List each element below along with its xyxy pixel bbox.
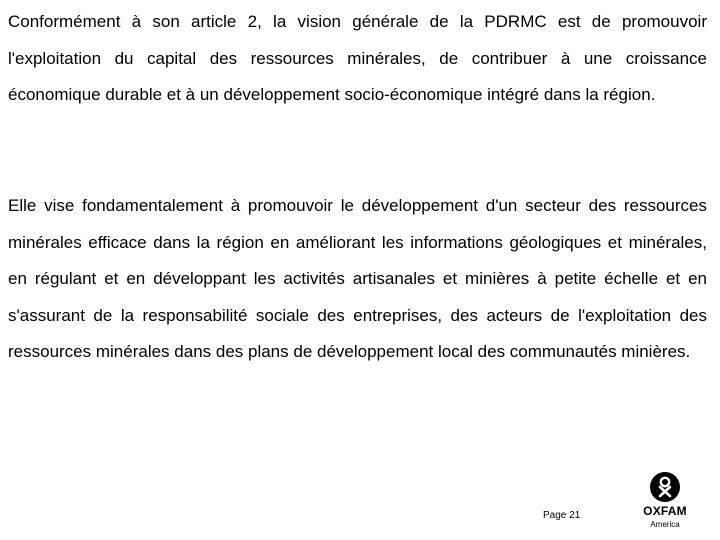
body-paragraph-1: Conformément à son article 2, la vision générale de la PDRMC est de promouvoir l'exploitation du capital des ressources minérales, de contribuer à une croissance économique durable et à un développement socio-économique intégré dans la région. (8, 12, 707, 104)
logo-name: OXFAM (643, 504, 687, 518)
body-paragraph-2: Elle vise fondamentalement à promouvoir le développement d'un secteur des ressources minérales efficace dans la région en améliorant les informations géologiques et minérales, en régulant et en développant les activités artisanales et minières à petite échelle et en s'assurant de la responsabilité sociale des entreprises, des acteurs de l'exploitation des ressources minérales dans des plans de développement local des communautés minières. (8, 196, 707, 361)
page-number: Page 21 (543, 510, 581, 521)
oxfam-logo (640, 472, 690, 534)
logo-subtitle: America (650, 520, 680, 529)
oxfam-logo-icon (650, 472, 680, 502)
